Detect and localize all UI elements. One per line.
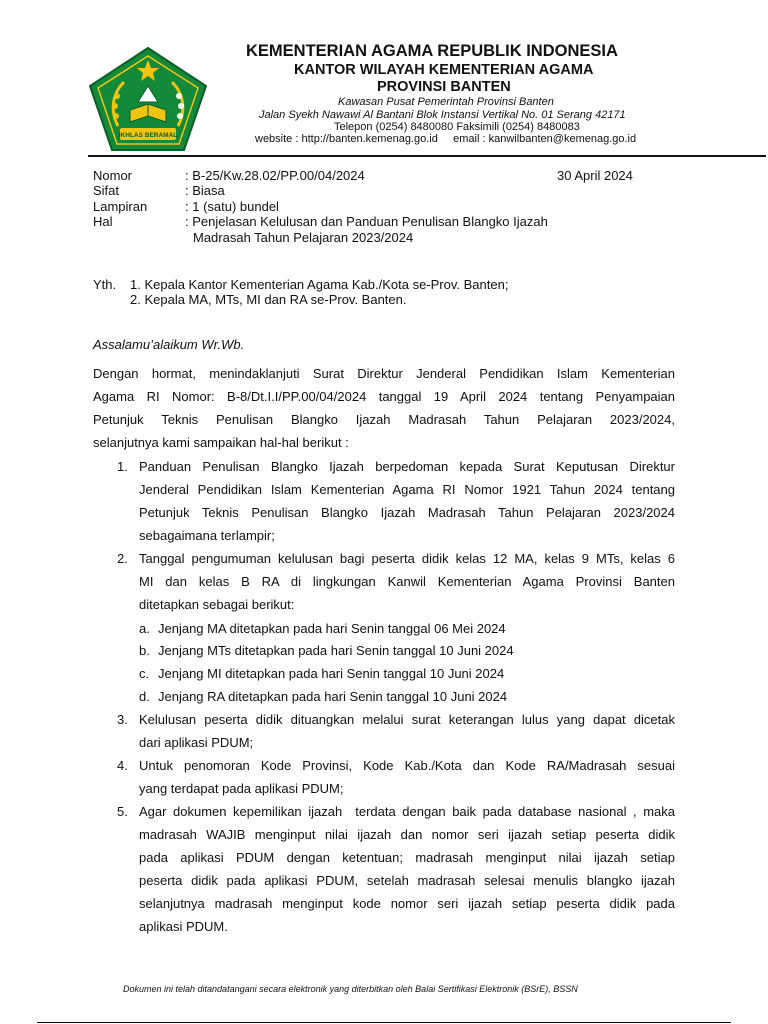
subitem-text: Jenjang RA ditetapkan pada hari Senin tanggal 10 Juni 2024 xyxy=(158,689,508,704)
item-number: 4. xyxy=(117,758,128,773)
intro-line: Dengan hormat, menindaklanjuti Surat Direktur Jenderal Pendidikan Islam Kementerian xyxy=(93,366,675,381)
item-line: aplikasi PDUM. xyxy=(139,919,228,934)
item-line: sebagaimana terlampir; xyxy=(139,528,275,543)
intro-line: selanjutnya kami sampaikan hal-hal berikut : xyxy=(93,435,349,450)
address-phone: Telepon (0254) 8480080 Faksimili (0254) 8480083 xyxy=(334,121,580,133)
header-rule xyxy=(88,155,766,157)
yth-label: Yth. xyxy=(93,277,117,292)
item-line: Petunjuk Teknis Penulisan Blangko Ijazah Madrasah Tahun Pelajaran 2023/2024 xyxy=(139,505,675,520)
footer-rule xyxy=(37,1022,731,1023)
logo-motto: IKHLAS BERAMAL xyxy=(118,132,178,139)
subitem-letter: c. xyxy=(139,666,150,681)
item-line: yang terdapat pada aplikasi PDUM; xyxy=(139,781,344,796)
office-title: KANTOR WILAYAH KEMENTERIAN AGAMA xyxy=(294,62,594,78)
subitem-letter: a. xyxy=(139,621,150,636)
subitem-text: Jenjang MA ditetapkan pada hari Senin tanggal 06 Mei 2024 xyxy=(158,621,506,636)
item-number: 1. xyxy=(117,459,128,474)
province-title: PROVINSI BANTEN xyxy=(377,79,511,95)
hal-label: Hal xyxy=(93,214,113,229)
address-area: Kawasan Pusat Pemerintah Provinsi Banten xyxy=(338,96,554,108)
lampiran-label: Lampiran xyxy=(93,199,148,214)
item-line: MI dan kelas B RA di lingkungan Kanwil Kementerian Agama Provinsi Banten xyxy=(139,574,675,589)
kemenag-logo xyxy=(88,46,208,152)
intro-line: Agama RI Nomor: B-8/Dt.I.I/PP.00/04/2024 tanggal 19 April 2024 tentang Penyampaian xyxy=(93,389,675,404)
subitem-letter: d. xyxy=(139,689,150,704)
item-line: pada aplikasi PDUM dengan ketentuan; madrasah menginput nilai ijazah setiap xyxy=(139,850,675,865)
item-number: 2. xyxy=(117,551,128,566)
item-line: Tanggal pengumuman kelulusan bagi peserta didik kelas 12 MA, kelas 9 MTs, kelas 6 xyxy=(139,551,675,566)
address-street: Jalan Syekh Nawawi Al Bantani Blok Instansi Vertikal No. 01 Serang 42171 xyxy=(259,109,626,121)
item-line: Agar dokumen kepemilikan ijazah terdata dengan baik pada database nasional , maka xyxy=(139,804,675,819)
subitem-text: Jenjang MI ditetapkan pada hari Senin tanggal 10 Juni 2024 xyxy=(158,666,505,681)
recipient-2: 2. Kepala MA, MTs, MI dan RA se-Prov. Banten. xyxy=(130,292,407,307)
ministry-title: KEMENTERIAN AGAMA REPUBLIK INDONESIA xyxy=(246,42,618,60)
item-line: Panduan Penulisan Blangko Ijazah berpedoman kepada Surat Keputusan Direktur xyxy=(139,459,675,474)
greeting: Assalamu’alaikum Wr.Wb. xyxy=(93,337,245,352)
subitem-text: Jenjang MTs ditetapkan pada hari Senin tanggal 10 Juni 2024 xyxy=(158,643,514,658)
item-number: 3. xyxy=(117,712,128,727)
subitem-letter: b. xyxy=(139,643,150,658)
hal-value-1: : Penjelasan Kelulusan dan Panduan Penulisan Blangko Ijazah xyxy=(185,214,548,229)
nomor-label: Nomor xyxy=(93,168,133,183)
item-line: Untuk penomoran Kode Provinsi, Kode Kab./Kota dan Kode RA/Madrasah sesuai xyxy=(139,758,675,773)
item-line: madrasah WAJIB menginput nilai ijazah dan nomor seri ijazah setiap peserta didik xyxy=(139,827,675,842)
sifat-label: Sifat xyxy=(93,183,120,198)
item-line: selanjutnya madrasah menginput kode nomor seri ijazah setiap peserta didik pada xyxy=(139,896,675,911)
letter-date: 30 April 2024 xyxy=(557,168,633,183)
address-web: website : http://banten.kemenag.go.id email : kanwilbanten@kemenag.go.id xyxy=(255,133,637,145)
recipient-1: 1. Kepala Kantor Kementerian Agama Kab./Kota se-Prov. Banten; xyxy=(130,277,509,292)
item-line: Kelulusan peserta didik dituangkan melalui surat keterangan lulus yang dapat dicetak xyxy=(139,712,675,727)
item-line: ditetapkan sebagai berikut: xyxy=(139,597,295,612)
item-line: Jenderal Pendidikan Islam Kementerian Agama RI Nomor 1921 Tahun 2024 tentang xyxy=(139,482,675,497)
signature-footer: Dokumen ini telah ditandatangani secara elektronik yang diterbitkan oleh Balai Sertifikasi Elektronik (BSrE), BSSN xyxy=(123,984,578,994)
lampiran-value: : 1 (satu) bundel xyxy=(185,199,279,214)
item-line: peserta didik pada aplikasi PDUM, setelah madrasah selesai menulis blangko ijazah xyxy=(139,873,675,888)
sifat-value: : Biasa xyxy=(185,183,225,198)
nomor-value: : B-25/Kw.28.02/PP.00/04/2024 xyxy=(185,168,365,183)
item-number: 5. xyxy=(117,804,128,819)
intro-line: Petunjuk Teknis Penulisan Blangko Ijazah Madrasah Tahun Pelajaran 2023/2024, xyxy=(93,412,675,427)
item-line: dari aplikasi PDUM; xyxy=(139,735,254,750)
hal-value-2: Madrasah Tahun Pelajaran 2023/2024 xyxy=(193,230,414,245)
